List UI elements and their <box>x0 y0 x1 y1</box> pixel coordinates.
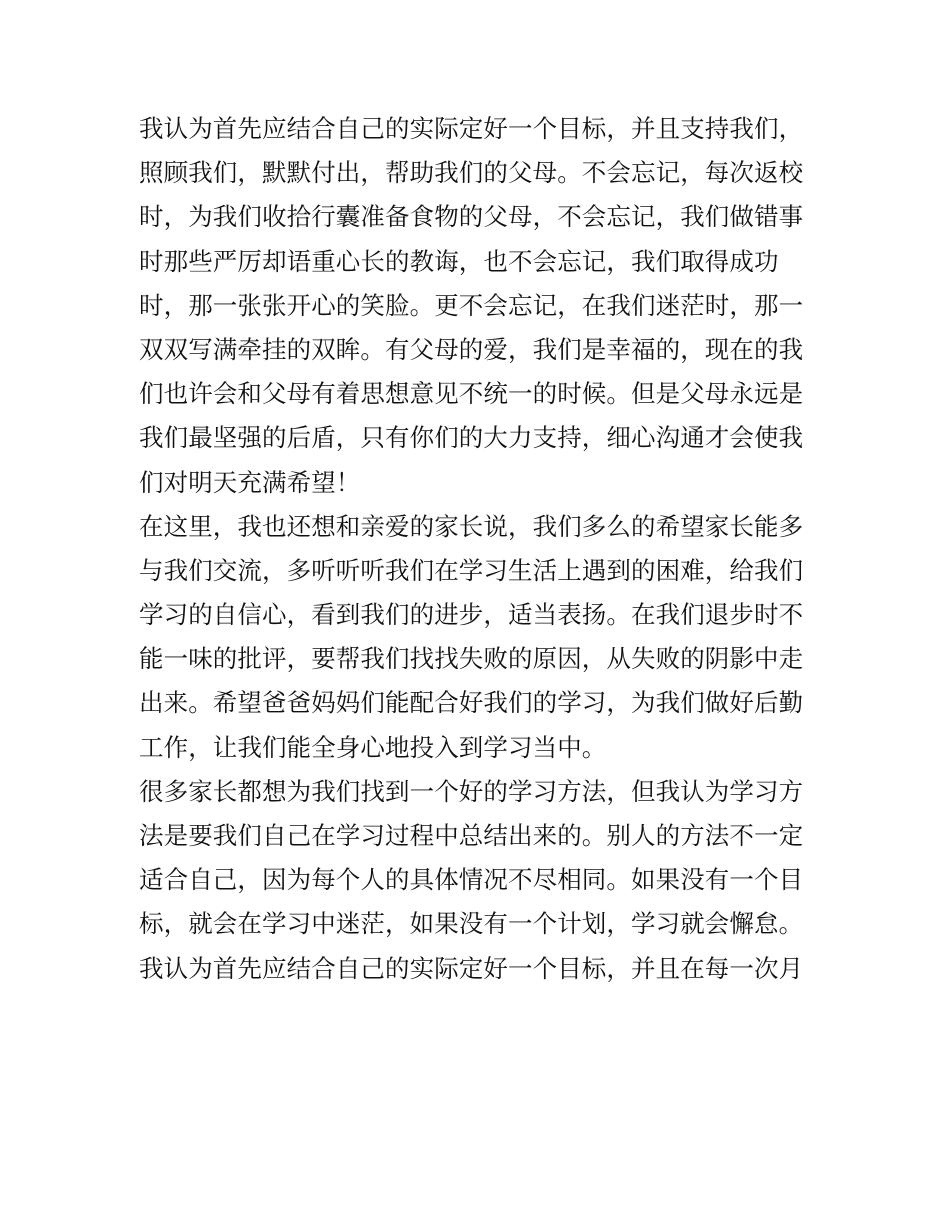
text-line: 在这里，我也还想和亲爱的家长说，我们多么的希望家长能多 <box>139 511 804 541</box>
text-line: 学习的自信心，看到我们的进步，适当表扬。在我们退步时不 <box>139 600 804 630</box>
text-line: 们也许会和父母有着思想意见不统一的时候。但是父母永远是 <box>139 379 804 409</box>
text-line: 能一味的批评，要帮我们找找失败的原因，从失败的阴影中走 <box>139 644 804 674</box>
text-line: 双双写满牵挂的双眸。有父母的爱，我们是幸福的，现在的我 <box>139 334 804 364</box>
text-line: 时那些严厉却语重心长的教诲，也不会忘记，我们取得成功 <box>139 246 779 276</box>
text-line: 我认为首先应结合自己的实际定好一个目标，并且支持我们， <box>139 114 804 143</box>
text-line: 与我们交流，多听听听我们在学习生活上遇到的困难，给我们 <box>139 555 804 585</box>
text-line: 法是要我们自己在学习过程中总结出来的。别人的方法不一定 <box>139 821 804 850</box>
text-line: 很多家长都想为我们找到一个好的学习方法，但我认为学习方 <box>139 776 804 806</box>
text-line: 我认为首先应结合自己的实际定好一个目标，并且在每一次月 <box>139 953 804 983</box>
text-line: 适合自己，因为每个人的具体情况不尽相同。如果没有一个目 <box>139 865 804 895</box>
text-line: 时，为我们收拾行囊准备食物的父母，不会忘记，我们做错事 <box>139 202 804 232</box>
text-line: 们对明天充满希望！ <box>139 467 361 497</box>
text-line: 出来。希望爸爸妈妈们能配合好我们的学习，为我们做好后勤 <box>139 688 804 718</box>
body-text <box>139 107 829 991</box>
text-line: 照顾我们，默默付出，帮助我们的父母。不会忘记，每次返校 <box>139 158 804 188</box>
text-line: 标，就会在学习中迷茫，如果没有一个计划，学习就会懈怠。 <box>139 909 804 939</box>
text-line: 工作，让我们能全身心地投入到学习当中。 <box>139 732 607 762</box>
text-line: 我们最坚强的后盾，只有你们的大力支持，细心沟通才会使我 <box>139 423 804 453</box>
text-line: 时，那一张张开心的笑脸。更不会忘记，在我们迷茫时，那一 <box>139 290 804 320</box>
